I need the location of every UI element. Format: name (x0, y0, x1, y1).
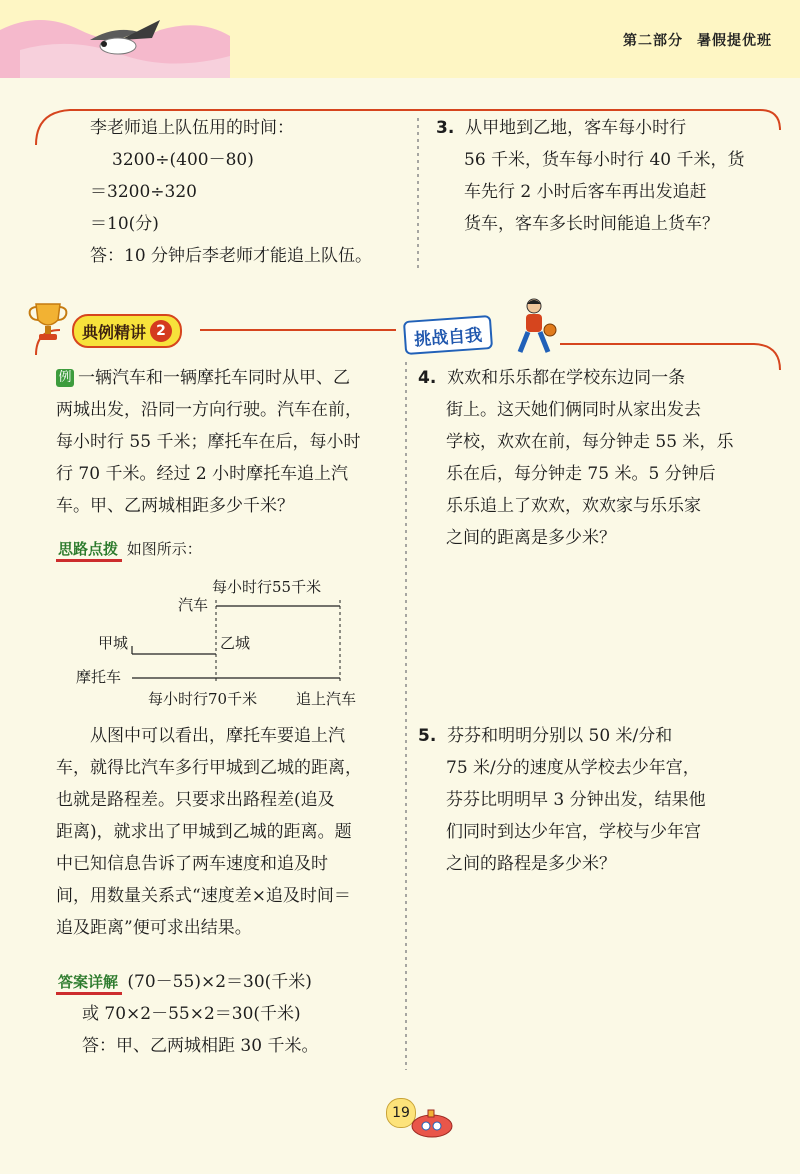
solution-line: ＝3200÷320 (90, 182, 197, 202)
example-line: 车。甲、乙两城相距多少千米？ (56, 496, 294, 516)
car-speed-label: 每小时行55千米 (212, 578, 322, 596)
question-line: 芬芬和明明分别以 50 米/分和 (447, 726, 673, 746)
question-4 (418, 362, 733, 554)
example-banner-number: 2 (150, 320, 172, 342)
question-5 (418, 720, 706, 880)
solution-line: 3200÷(400－80) (112, 150, 254, 170)
example-banner (72, 314, 182, 348)
moto-label: 摩托车 (76, 668, 122, 686)
explain-line: 车，就得比汽车多行甲城到乙城的距离， (56, 758, 362, 778)
question-line: 学校，欢欢在前，每分钟走 55 米，乐 (446, 432, 734, 452)
example-badge: 例 (56, 369, 74, 387)
explain-line: 间，用数量关系式“速度差×追及时间＝ (56, 886, 351, 906)
question-line: 车先行 2 小时后客车再出发追赶 (464, 182, 707, 202)
challenge-banner-label: 挑战自我 (413, 325, 483, 350)
yi-label: 乙城 (220, 634, 251, 652)
example-line: 两城出发，沿同一方向行驶。汽车在前， (56, 400, 362, 420)
example-problem (56, 362, 362, 522)
explain-line: 距离)，就求出了甲城到乙城的距离。题 (56, 822, 352, 842)
question-line: 街上。这天她们俩同时从家出发去 (446, 400, 701, 420)
distance-diagram (60, 570, 390, 710)
question-line: 之间的路程是多少米？ (446, 854, 616, 874)
example-banner-label: 典例精讲 (82, 322, 147, 342)
question-line: 乐在后，每分钟走 75 米。5 分钟后 (446, 464, 716, 484)
question-line: 乐乐追上了欢欢，欢欢家与乐乐家 (446, 496, 701, 516)
answer-line: 答：甲、乙两城相距 30 千米。 (82, 1036, 319, 1056)
answer-tag: 答案详解 (56, 972, 122, 995)
question-line: 从甲地到乙地，客车每小时行 (465, 118, 687, 138)
hint-row (56, 538, 202, 562)
question-line: 们同时到达少年宫，学校与少年宫 (446, 822, 701, 842)
example-line: 一辆汽车和一辆摩托车同时从甲、乙 (78, 368, 350, 388)
hint-tag: 思路点拨 (56, 539, 122, 562)
question-3 (436, 112, 744, 240)
submarine-icon (406, 1104, 456, 1140)
jia-label: 甲城 (98, 634, 129, 652)
question-line: 芬芬比明明早 3 分钟出发，结果他 (446, 790, 706, 810)
moto-speed-label: 每小时行70千米 (148, 690, 258, 708)
top-left-solution (90, 112, 372, 272)
question-line: 之间的距离是多少米？ (446, 528, 616, 548)
answer-line: (70－55)×2＝30(千米) (127, 972, 312, 992)
solution-line: ＝10(分) (90, 214, 159, 234)
question-number: 3. (436, 118, 455, 138)
catch-label: 追上汽车 (296, 690, 357, 708)
example-line: 每小时行 55 千米；摩托车在后，每小时 (56, 432, 361, 452)
question-line: 货车，客车多长时间能追上货车？ (464, 214, 719, 234)
challenge-banner (403, 315, 493, 355)
explain-line: 从图中可以看出，摩托车要追上汽 (90, 726, 345, 746)
question-number: 4. (418, 368, 437, 388)
trophy-icon (26, 300, 70, 346)
solution-line: 答：10 分钟后李老师才能追上队伍。 (90, 246, 373, 266)
answer-block (56, 966, 318, 1062)
page-number: 19 (386, 1098, 416, 1128)
question-line: 75 米/分的速度从学校去少年宫， (446, 758, 700, 778)
explain-line: 也就是路程差。只要求出路程差(追及 (56, 790, 335, 810)
explain-line: 中已知信息告诉了两车速度和追及时 (56, 854, 328, 874)
car-label: 汽车 (178, 596, 209, 614)
question-line: 欢欢和乐乐都在学校东边同一条 (447, 368, 686, 388)
hint-text: 如图所示： (126, 540, 202, 558)
question-number: 5. (418, 726, 437, 746)
explain-line: 追及距离”便可求出结果。 (56, 918, 252, 938)
solution-line: 李老师追上队伍用的时间： (90, 118, 294, 138)
part-label: 第二部分 (623, 33, 683, 49)
explanation (56, 720, 362, 944)
basketball-player-icon (510, 296, 560, 360)
example-line: 行 70 千米。经过 2 小时摩托车追上汽 (56, 464, 349, 484)
course-label: 暑假提优班 (697, 33, 772, 49)
answer-line: 或 70×2－55×2＝30(千米) (82, 1004, 301, 1024)
question-line: 56 千米，货车每小时行 40 千米，货 (464, 150, 745, 170)
